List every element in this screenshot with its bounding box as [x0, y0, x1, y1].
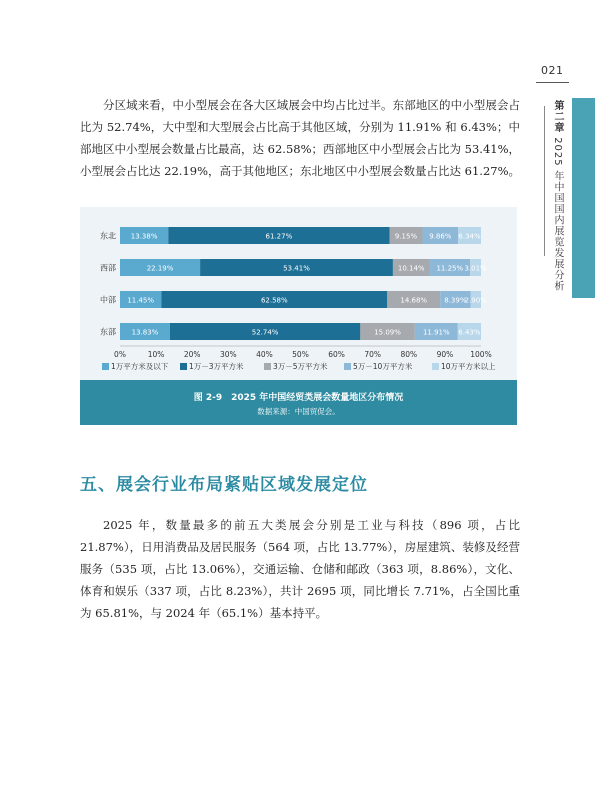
data-label: 9.15%: [394, 232, 418, 241]
data-label: 6.34%: [458, 232, 481, 241]
data-label: 8.39%: [444, 296, 467, 305]
data-label: 53.41%: [283, 264, 310, 273]
x-tick-label: 90%: [436, 350, 454, 359]
x-tick-label: 0%: [114, 350, 126, 359]
legend-label: 3万－5万平方米: [273, 362, 328, 371]
chapter-tab: [572, 98, 595, 298]
x-tick-label: 40%: [256, 350, 273, 359]
data-label: 11.91%: [422, 328, 450, 337]
legend-label: 1万平方米及以下: [111, 362, 169, 371]
legend-label: 5万－10万平方米: [353, 362, 413, 371]
chapter-running-head: [549, 100, 565, 340]
legend-swatch: [102, 363, 109, 370]
category-label: 东部: [100, 327, 116, 337]
x-tick-label: 100%: [470, 350, 492, 359]
data-label: 9.86%: [429, 232, 452, 241]
chapter-title: 2025 年中国国内展览发展分析: [552, 137, 563, 292]
data-label: 11.25%: [436, 264, 464, 273]
data-label: 13.38%: [130, 232, 158, 241]
figure-caption-box: [80, 380, 517, 425]
legend-label: 1万－3万平方米: [189, 362, 244, 371]
data-label: 10.14%: [397, 264, 425, 273]
data-label: 11.45%: [127, 296, 155, 305]
data-label: 61.27%: [265, 232, 293, 241]
x-tick-label: 20%: [183, 350, 201, 359]
chapter-label: 第二章: [552, 100, 563, 133]
x-tick-label: 30%: [219, 350, 237, 359]
data-label: 22.19%: [146, 264, 174, 273]
x-tick-label: 50%: [292, 350, 309, 359]
stacked-bar-chart: [80, 207, 517, 382]
x-tick-label: 80%: [400, 350, 418, 359]
category-label: 中部: [100, 295, 116, 305]
data-label: 62.58%: [260, 296, 288, 305]
data-label: 52.74%: [251, 328, 279, 337]
legend-swatch: [432, 363, 439, 370]
data-label: 3.01%: [464, 264, 487, 273]
data-label: 6.43%: [458, 328, 481, 337]
figure-caption-source: 数据来源：中国贸促会。: [257, 407, 340, 416]
data-label: 15.09%: [374, 328, 401, 337]
page-number-rule: [536, 82, 569, 83]
side-divider: [544, 106, 545, 256]
category-label: 西部: [100, 263, 116, 273]
x-tick-label: 60%: [328, 350, 345, 359]
data-label: 2.90%: [464, 296, 487, 305]
x-tick-label: 70%: [364, 350, 382, 359]
paragraph-top-categories: 2025 年，数量最多的前五大类展会分别是工业与科技（896 项，占比 21.87%），日用消费品及居民服务（564 项，占比 13.77%），房屋建筑、装修及经营服务（535 项，占比 13.06%），交通运输、仓储和邮政（363 项，8.86%），文化、体育和娱乐（337 项，占比 8.23%），共计 2695 项，同比增长 7.71%，占全国比重为 65.81%，与 2024 年（65.1%）基本持平。: [80, 518, 520, 620]
legend-swatch: [344, 363, 351, 370]
data-label: 14.68%: [400, 296, 428, 305]
category-label: 东北: [100, 231, 116, 241]
page-number: 021: [541, 64, 564, 77]
legend-swatch: [180, 363, 187, 370]
data-label: 13.83%: [131, 328, 159, 337]
paragraph-regional-analysis: 分区域来看，中小型展会在各大区域展会中均占比过半。东部地区的中小型展会占比为 52.74%，大中型和大型展会占比高于其他区域，分别为 11.91% 和 6.43%；中部地区中小型展会数量占比最高，达 62.58%；西部地区中小型展会占比为 53.41%，小型展会占比达 22.19%，高于其他地区；东北地区中小型展会数量占比达 61.27%。: [80, 98, 521, 178]
section-heading: 五、展会行业布局紧贴区域发展定位: [80, 475, 368, 495]
figure-caption-title: 图 2-9 2025 年中国经贸类展会数量地区分布情况: [193, 393, 404, 403]
legend-label: 10万平方米以上: [441, 362, 496, 371]
legend-swatch: [264, 363, 271, 370]
x-tick-label: 10%: [147, 350, 165, 359]
